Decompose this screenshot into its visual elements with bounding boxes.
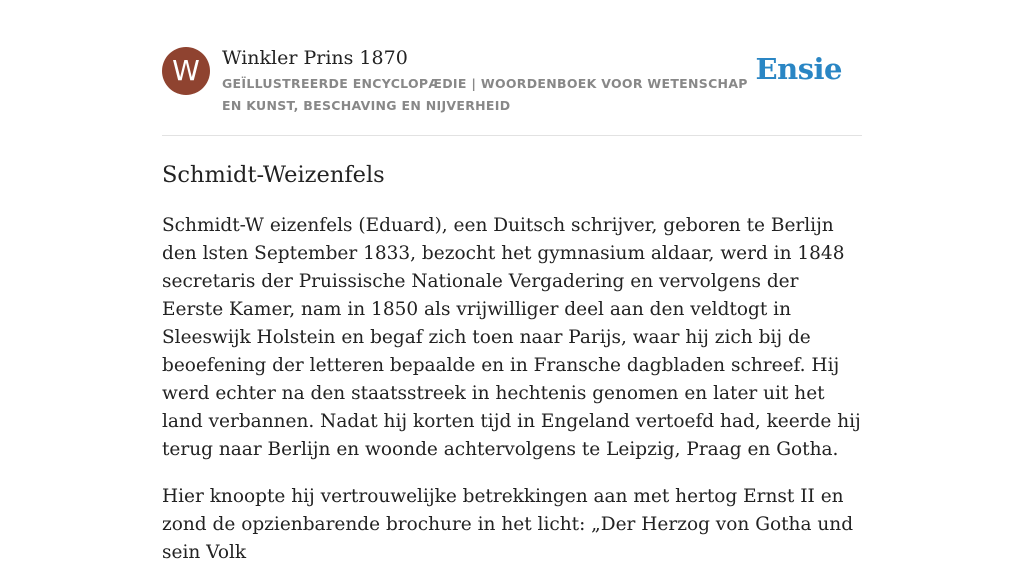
source-title[interactable]: Winkler Prins 1870 [222,47,408,69]
page [162,0,862,563]
source-subtitle: GEÏLLUSTREERDE ENCYCLOPÆDIE | WOORDENBOEK VOOR WETENSCHAP EN KUNST, BESCHAVING EN NIJVERHEID [222,76,748,113]
entry-paragraph: Hier knoopte hij vertrouwelijke betrekkingen aan met hertog Ernst II en zond de opzienbarende brochure in het licht: „Der Herzog von Gotha und sein Volk [162,486,854,563]
entry-paragraph: Schmidt-W eizenfels (Eduard), een Duitsch schrijver, geboren te Berlijn den lsten September 1833, bezocht het gymnasium aldaar, werd in 1848 secretaris der Pruissische Nationale Vergadering en vervolgens der Eerste Kamer, nam in 1850 als vrijwilliger deel aan den veldtogt in Sleeswijk Holstein en begaf zich toen naar Parijs, waar hij zich bij de beoefening der letteren bepaalde en in Fransche dagbladen schreef. Hij werd echter na den staatsstreek in hechtenis genomen en later uit het land verbannen. Nadat hij korten tijd in Engeland vertoefd had, keerde hij terug naar Berlijn en woonde achtervolgens te Leipzig, Praag en Gotha. [162,215,861,460]
entry-body [162,212,862,586]
entry-title: Schmidt-Weizenfels [162,162,385,188]
source-avatar[interactable]: W [162,47,210,95]
ensie-logo[interactable]: Ensie [755,52,842,86]
header-divider [162,135,862,136]
source-header [162,47,862,136]
